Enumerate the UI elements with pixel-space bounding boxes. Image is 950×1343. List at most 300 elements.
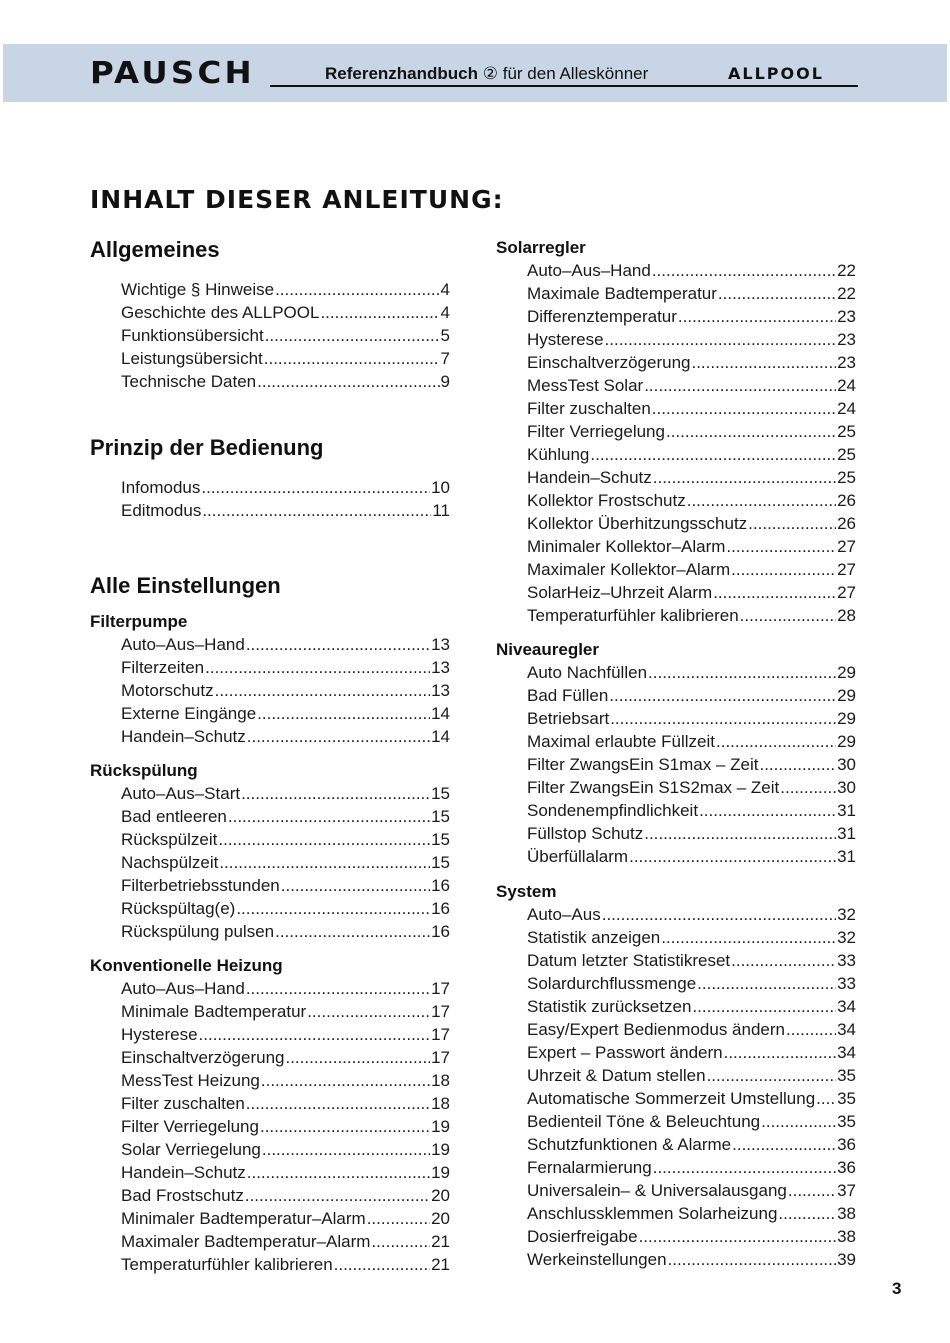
dot-leader [788,1179,836,1202]
dot-leader [780,776,836,799]
toc-entry-page: 32 [837,905,856,924]
dot-leader [205,656,430,679]
toc-entry[interactable] [121,702,450,725]
toc-entry[interactable] [527,489,856,512]
dot-leader [718,282,836,305]
toc-entry-label: Infomodus [121,478,201,497]
toc-entry-page: 13 [431,635,450,654]
dot-leader [201,476,430,499]
toc-entry-page: 29 [837,709,856,728]
toc-entry-label: Statistik zurücksetzen [527,997,692,1016]
toc-entry-label: Funktionsübersicht [121,326,264,345]
dot-leader [264,347,440,370]
dot-leader [246,633,430,656]
dot-leader [639,1225,837,1248]
toc-entry[interactable] [527,1087,856,1110]
toc-entry-label: Anschlussklemmen Solarheizung [527,1204,778,1223]
brand-logo: PAUSCH [90,56,255,91]
dot-leader [653,466,836,489]
toc-entry-page: 10 [431,478,450,497]
dot-leader [257,702,430,725]
toc-list [496,903,856,1271]
toc-entry[interactable] [527,903,856,926]
dot-leader [687,489,836,512]
toc-entry-page: 20 [431,1186,450,1205]
toc-entry-label: Filter zuschalten [527,399,651,418]
dot-leader [265,324,440,347]
toc-entry-label: Bad Frostschutz [121,1186,244,1205]
toc-entry-label: Auto–Aus–Start [121,784,241,803]
toc-entry[interactable] [121,897,450,920]
toc-entry[interactable] [121,805,450,828]
toc-entry-page: 31 [837,801,856,820]
toc-entry-page: 34 [837,997,856,1016]
toc-entry-label: Handein–Schutz [121,727,246,746]
toc-entry[interactable] [527,1156,856,1179]
toc-entry-label: Universalein– & Universalausgang [527,1181,787,1200]
dot-leader [260,1115,430,1138]
dot-leader [661,926,836,949]
dot-leader [590,443,836,466]
toc-entry[interactable] [527,351,856,374]
toc-entry[interactable] [527,949,856,972]
dot-leader [713,581,836,604]
toc-entry-label: Easy/Expert Bedienmodus ändern [527,1020,785,1039]
dot-leader [367,1207,430,1230]
dot-leader [202,499,431,522]
toc-entry-label: Editmodus [121,501,202,520]
dot-leader [731,558,836,581]
dot-leader [609,684,836,707]
toc-entry-page: 31 [837,824,856,843]
toc-entry-page: 36 [837,1158,856,1177]
dot-leader [731,949,836,972]
toc-entry[interactable] [527,466,856,489]
toc-entry-page: 24 [837,399,856,418]
toc-entry-page: 22 [837,284,856,303]
toc-entry[interactable] [527,1041,856,1064]
toc-entry-label: Filterbetriebsstunden [121,876,280,895]
toc-entry[interactable] [527,581,856,604]
toc-entry-page: 30 [837,778,856,797]
toc-entry-label: Sondenempfindlichkeit [527,801,699,820]
toc-entry[interactable] [121,1115,450,1138]
toc-entry-label: Schutzfunktionen & Alarme [527,1135,732,1154]
toc-entry-label: Betriebsart [527,709,610,728]
toc-entry-page: 18 [431,1071,450,1090]
subsection-heading: Filterpumpe [90,612,188,631]
toc-entry[interactable] [527,684,856,707]
toc-entry-label: Filterzeiten [121,658,205,677]
toc-entry-label: Statistik anzeigen [527,928,661,947]
toc-entry-label: MessTest Solar [527,376,644,395]
dot-leader [652,397,836,420]
toc-entry-page: 38 [837,1204,856,1223]
toc-entry-page: 31 [837,847,856,866]
toc-entry-page: 13 [431,681,450,700]
toc-entry-label: Filter ZwangsEin S1max – Zeit [527,755,759,774]
toc-entry-page: 24 [837,376,856,395]
toc-entry[interactable] [527,730,856,753]
toc-entry[interactable] [121,1069,450,1092]
toc-entry-label: Datum letzter Statistikreset [527,951,731,970]
toc-entry-label: Auto–Aus–Hand [527,261,651,280]
subsection-heading: Niveauregler [496,640,599,659]
toc-entry-label: Filter Verriegelung [121,1117,259,1136]
toc-entry[interactable] [527,1225,856,1248]
section-heading: Allgemeines [90,237,220,262]
toc-entry-label: Filter zuschalten [121,1094,245,1113]
toc-entry[interactable] [121,1000,450,1023]
toc-entry-page: 35 [837,1066,856,1085]
toc-entry-page: 15 [431,830,450,849]
toc-entry[interactable] [121,1207,450,1230]
toc-entry[interactable] [527,443,856,466]
toc-entry-label: Minimaler Badtemperatur–Alarm [121,1209,366,1228]
toc-entry[interactable] [121,476,450,499]
toc-entry[interactable] [121,1092,450,1115]
toc-entry-page: 20 [431,1209,450,1228]
toc-entry[interactable] [121,977,450,1000]
dot-leader [281,874,430,897]
section-heading: Prinzip der Bedienung [90,435,324,460]
dot-leader [371,1230,430,1253]
toc-entry[interactable] [121,874,450,897]
toc-entry-page: 22 [837,261,856,280]
toc-entry[interactable] [527,558,856,581]
toc-entry-page: 17 [431,979,450,998]
toc-entry-label: Rückspültag(e) [121,899,236,918]
toc-entry-page: 38 [837,1227,856,1246]
dot-leader [261,1069,430,1092]
toc-entry-page: 26 [837,514,856,533]
volume-number: ② [482,64,499,83]
toc-entry-label: Technische Daten [121,372,257,391]
toc-entry[interactable] [527,305,856,328]
toc-list [90,278,450,393]
dot-leader [236,897,430,920]
toc-entry-page: 39 [837,1250,856,1269]
dot-leader [262,1138,430,1161]
toc-entry-page: 21 [431,1232,450,1251]
toc-entry[interactable] [527,328,856,351]
toc-entry-label: Wichtige § Hinweise [121,280,275,299]
toc-entry-page: 14 [431,727,450,746]
toc-entry-page: 17 [431,1025,450,1044]
dot-leader [740,604,836,627]
toc-entry-page: 4 [440,280,450,299]
toc-entry[interactable] [121,278,450,301]
toc-entry-label: Auto–Aus–Hand [121,979,245,998]
dot-leader [707,1064,837,1087]
dot-leader [602,903,836,926]
dot-leader [275,920,430,943]
toc-entry[interactable] [121,633,450,656]
dot-leader [215,679,430,702]
dot-leader [285,1046,430,1069]
dot-leader [605,328,837,351]
subsection-heading: Rückspülung [90,761,198,780]
toc-entry[interactable] [121,1138,450,1161]
toc-entry-page: 9 [440,372,450,391]
toc-entry-page: 19 [431,1163,450,1182]
dot-leader [245,1184,430,1207]
page-title: INHALT DIESER ANLEITUNG: [90,185,504,214]
toc-entry-page: 26 [837,491,856,510]
toc-entry[interactable] [121,851,450,874]
dot-leader [716,730,836,753]
toc-entry[interactable] [121,656,450,679]
dot-leader [759,753,836,776]
toc-entry-label: SolarHeiz–Uhrzeit Alarm [527,583,713,602]
toc-entry-label: Uhrzeit & Datum stellen [527,1066,706,1085]
toc-entry[interactable] [527,926,856,949]
toc-entry[interactable] [527,535,856,558]
toc-entry-label: Fernalarmierung [527,1158,652,1177]
header-title-rest: für den Alleskönner [502,64,649,83]
toc-entry-label: Werkeinstellungen [527,1250,667,1269]
toc-entry-page: 16 [431,922,450,941]
dot-leader [724,1041,836,1064]
toc-entry-label: Minimaler Kollektor–Alarm [527,537,726,556]
toc-entry[interactable] [527,972,856,995]
toc-entry[interactable] [527,604,856,627]
section-heading: Alle Einstellungen [90,573,281,598]
toc-entry-page: 37 [837,1181,856,1200]
toc-entry-page: 17 [431,1002,450,1021]
dot-leader [678,305,836,328]
toc-entry-label: Nachspülzeit [121,853,219,872]
dot-leader [199,1023,431,1046]
toc-entry[interactable] [121,1230,450,1253]
toc-entry-page: 29 [837,663,856,682]
toc-list [90,782,450,943]
toc-entry-page: 25 [837,445,856,464]
toc-entry[interactable] [527,776,856,799]
dot-leader [219,851,430,874]
toc-entry[interactable] [527,661,856,684]
toc-entry[interactable] [121,725,450,748]
toc-entry-label: Auto Nachfüllen [527,663,648,682]
toc-entry[interactable] [121,1023,450,1046]
toc-entry-label: Externe Eingänge [121,704,257,723]
toc-entry-label: Filter Verriegelung [527,422,665,441]
toc-entry[interactable] [121,920,450,943]
toc-entry-label: Füllstop Schutz [527,824,644,843]
subsection-heading: Solarregler [496,238,586,257]
toc-list [496,259,856,627]
dot-leader [629,845,836,868]
toc-entry[interactable] [121,347,450,370]
toc-entry-label: Rückspülung pulsen [121,922,275,941]
toc-entry-label: Hysterese [527,330,604,349]
dot-leader [697,972,836,995]
toc-entry-label: Solar Verriegelung [121,1140,261,1159]
dot-leader [644,374,836,397]
toc-entry-label: Temperaturfühler kalibrieren [527,606,739,625]
toc-entry-label: Maximale Badtemperatur [527,284,717,303]
toc-entry-label: Maximal erlaubte Füllzeit [527,732,716,751]
toc-entry[interactable] [121,1184,450,1207]
toc-entry-page: 5 [440,326,450,345]
toc-entry-label: Leistungsübersicht [121,349,263,368]
dot-leader [648,661,836,684]
toc-entry-page: 23 [837,307,856,326]
subsection-heading: Konventionelle Heizung [90,956,283,975]
dot-leader [778,1202,836,1225]
dot-leader [257,370,439,393]
toc-list [90,633,450,748]
toc-entry-page: 23 [837,330,856,349]
toc-entry[interactable] [121,324,450,347]
toc-entry[interactable] [527,1248,856,1271]
page-number: 3 [892,1279,902,1298]
toc-entry-label: Rückspülzeit [121,830,218,849]
toc-entry[interactable] [121,1161,450,1184]
toc-entry-label: Kühlung [527,445,590,464]
toc-entry-page: 19 [431,1117,450,1136]
toc-entry-label: Einschaltverzögerung [121,1048,285,1067]
toc-entry[interactable] [527,397,856,420]
toc-entry-page: 27 [837,583,856,602]
toc-entry-page: 13 [431,658,450,677]
toc-entry-label: Handein–Schutz [121,1163,246,1182]
toc-entry-page: 30 [837,755,856,774]
toc-entry-page: 7 [440,349,450,368]
toc-entry-page: 35 [837,1089,856,1108]
toc-entry-page: 11 [432,501,450,520]
toc-entry[interactable] [527,1018,856,1041]
toc-entry-page: 29 [837,686,856,705]
dot-leader [241,782,430,805]
toc-entry-label: Handein–Schutz [527,468,652,487]
toc-entry-label: Bad entleeren [121,807,227,826]
dot-leader [247,1161,430,1184]
toc-entry[interactable] [527,707,856,730]
toc-entry-label: Maximaler Kollektor–Alarm [527,560,731,579]
toc-entry-label: Motorschutz [121,681,214,700]
toc-entry-page: 32 [837,928,856,947]
toc-left-column [90,236,450,1276]
toc-entry[interactable] [121,828,450,851]
dot-leader [699,799,836,822]
dot-leader [334,1253,430,1276]
toc-entry-page: 25 [837,468,856,487]
dot-leader [726,535,836,558]
toc-entry[interactable] [121,782,450,805]
toc-entry-page: 34 [837,1020,856,1039]
dot-leader [653,1156,836,1179]
toc-entry-label: Solardurchflussmenge [527,974,697,993]
toc-entry[interactable] [527,995,856,1018]
toc-entry-label: Bedienteil Töne & Beleuchtung [527,1112,761,1131]
toc-entry-label: Auto–Aus [527,905,601,924]
product-logo: ALLPOOL [728,64,824,83]
toc-entry[interactable] [121,499,450,522]
toc-entry-page: 14 [431,704,450,723]
dot-leader [732,1133,836,1156]
toc-entry-page: 16 [431,876,450,895]
toc-entry[interactable] [527,512,856,535]
toc-entry-page: 17 [431,1048,450,1067]
toc-entry-page: 4 [440,303,450,322]
dot-leader [228,805,430,828]
dot-leader [786,1018,836,1041]
dot-leader [307,1000,430,1023]
toc-entry-label: MessTest Heizung [121,1071,260,1090]
dot-leader [652,259,836,282]
dot-leader [692,995,836,1018]
toc-entry-page: 15 [431,853,450,872]
toc-entry-label: Filter ZwangsEin S1S2max – Zeit [527,778,780,797]
toc-entry[interactable] [121,370,450,393]
toc-entry[interactable] [527,822,856,845]
toc-entry[interactable] [121,301,450,324]
toc-entry-label: Überfüllalarm [527,847,629,866]
toc-entry-label: Expert – Passwort ändern [527,1043,723,1062]
dot-leader [247,725,430,748]
toc-entry-label: Hysterese [121,1025,198,1044]
toc-entry-page: 33 [837,974,856,993]
toc-entry-label: Geschichte des ALLPOOL [121,303,320,322]
toc-entry[interactable] [527,374,856,397]
toc-entry-page: 18 [431,1094,450,1113]
dot-leader [275,278,439,301]
toc-entry[interactable] [527,753,856,776]
toc-entry[interactable] [527,1064,856,1087]
toc-entry[interactable] [527,420,856,443]
toc-entry-label: Minimale Badtemperatur [121,1002,307,1021]
toc-entry-page: 15 [431,784,450,803]
toc-list [496,661,856,868]
toc-entry-page: 21 [431,1255,450,1274]
toc-entry[interactable] [527,1110,856,1133]
toc-entry[interactable] [121,1253,450,1276]
toc-entry-label: Automatische Sommerzeit Umstellung [527,1089,816,1108]
toc-entry-label: Einschaltverzögerung [527,353,691,372]
toc-entry-label: Auto–Aus–Hand [121,635,245,654]
dot-leader [320,301,439,324]
toc-entry-page: 29 [837,732,856,751]
dot-leader [246,1092,430,1115]
toc-entry[interactable] [527,845,856,868]
dot-leader [246,977,430,1000]
toc-entry-label: Maximaler Badtemperatur–Alarm [121,1232,371,1251]
toc-entry-label: Kollektor Frostschutz [527,491,686,510]
dot-leader [644,822,836,845]
toc-entry[interactable] [527,799,856,822]
toc-entry[interactable] [527,1202,856,1225]
dot-leader [668,1248,837,1271]
toc-entry-page: 33 [837,951,856,970]
toc-entry-page: 25 [837,422,856,441]
toc-entry-page: 15 [431,807,450,826]
toc-entry[interactable] [527,259,856,282]
toc-entry-page: 27 [837,537,856,556]
toc-entry[interactable] [527,282,856,305]
header-title [325,62,648,86]
dot-leader [816,1087,836,1110]
toc-entry[interactable] [121,1046,450,1069]
toc-entry-label: Bad Füllen [527,686,609,705]
toc-entry-label: Temperaturfühler kalibrieren [121,1255,333,1274]
toc-entry-page: 34 [837,1043,856,1062]
toc-entry[interactable] [121,679,450,702]
toc-entry[interactable] [527,1133,856,1156]
toc-entry[interactable] [527,1179,856,1202]
toc-entry-page: 19 [431,1140,450,1159]
dot-leader [610,707,836,730]
